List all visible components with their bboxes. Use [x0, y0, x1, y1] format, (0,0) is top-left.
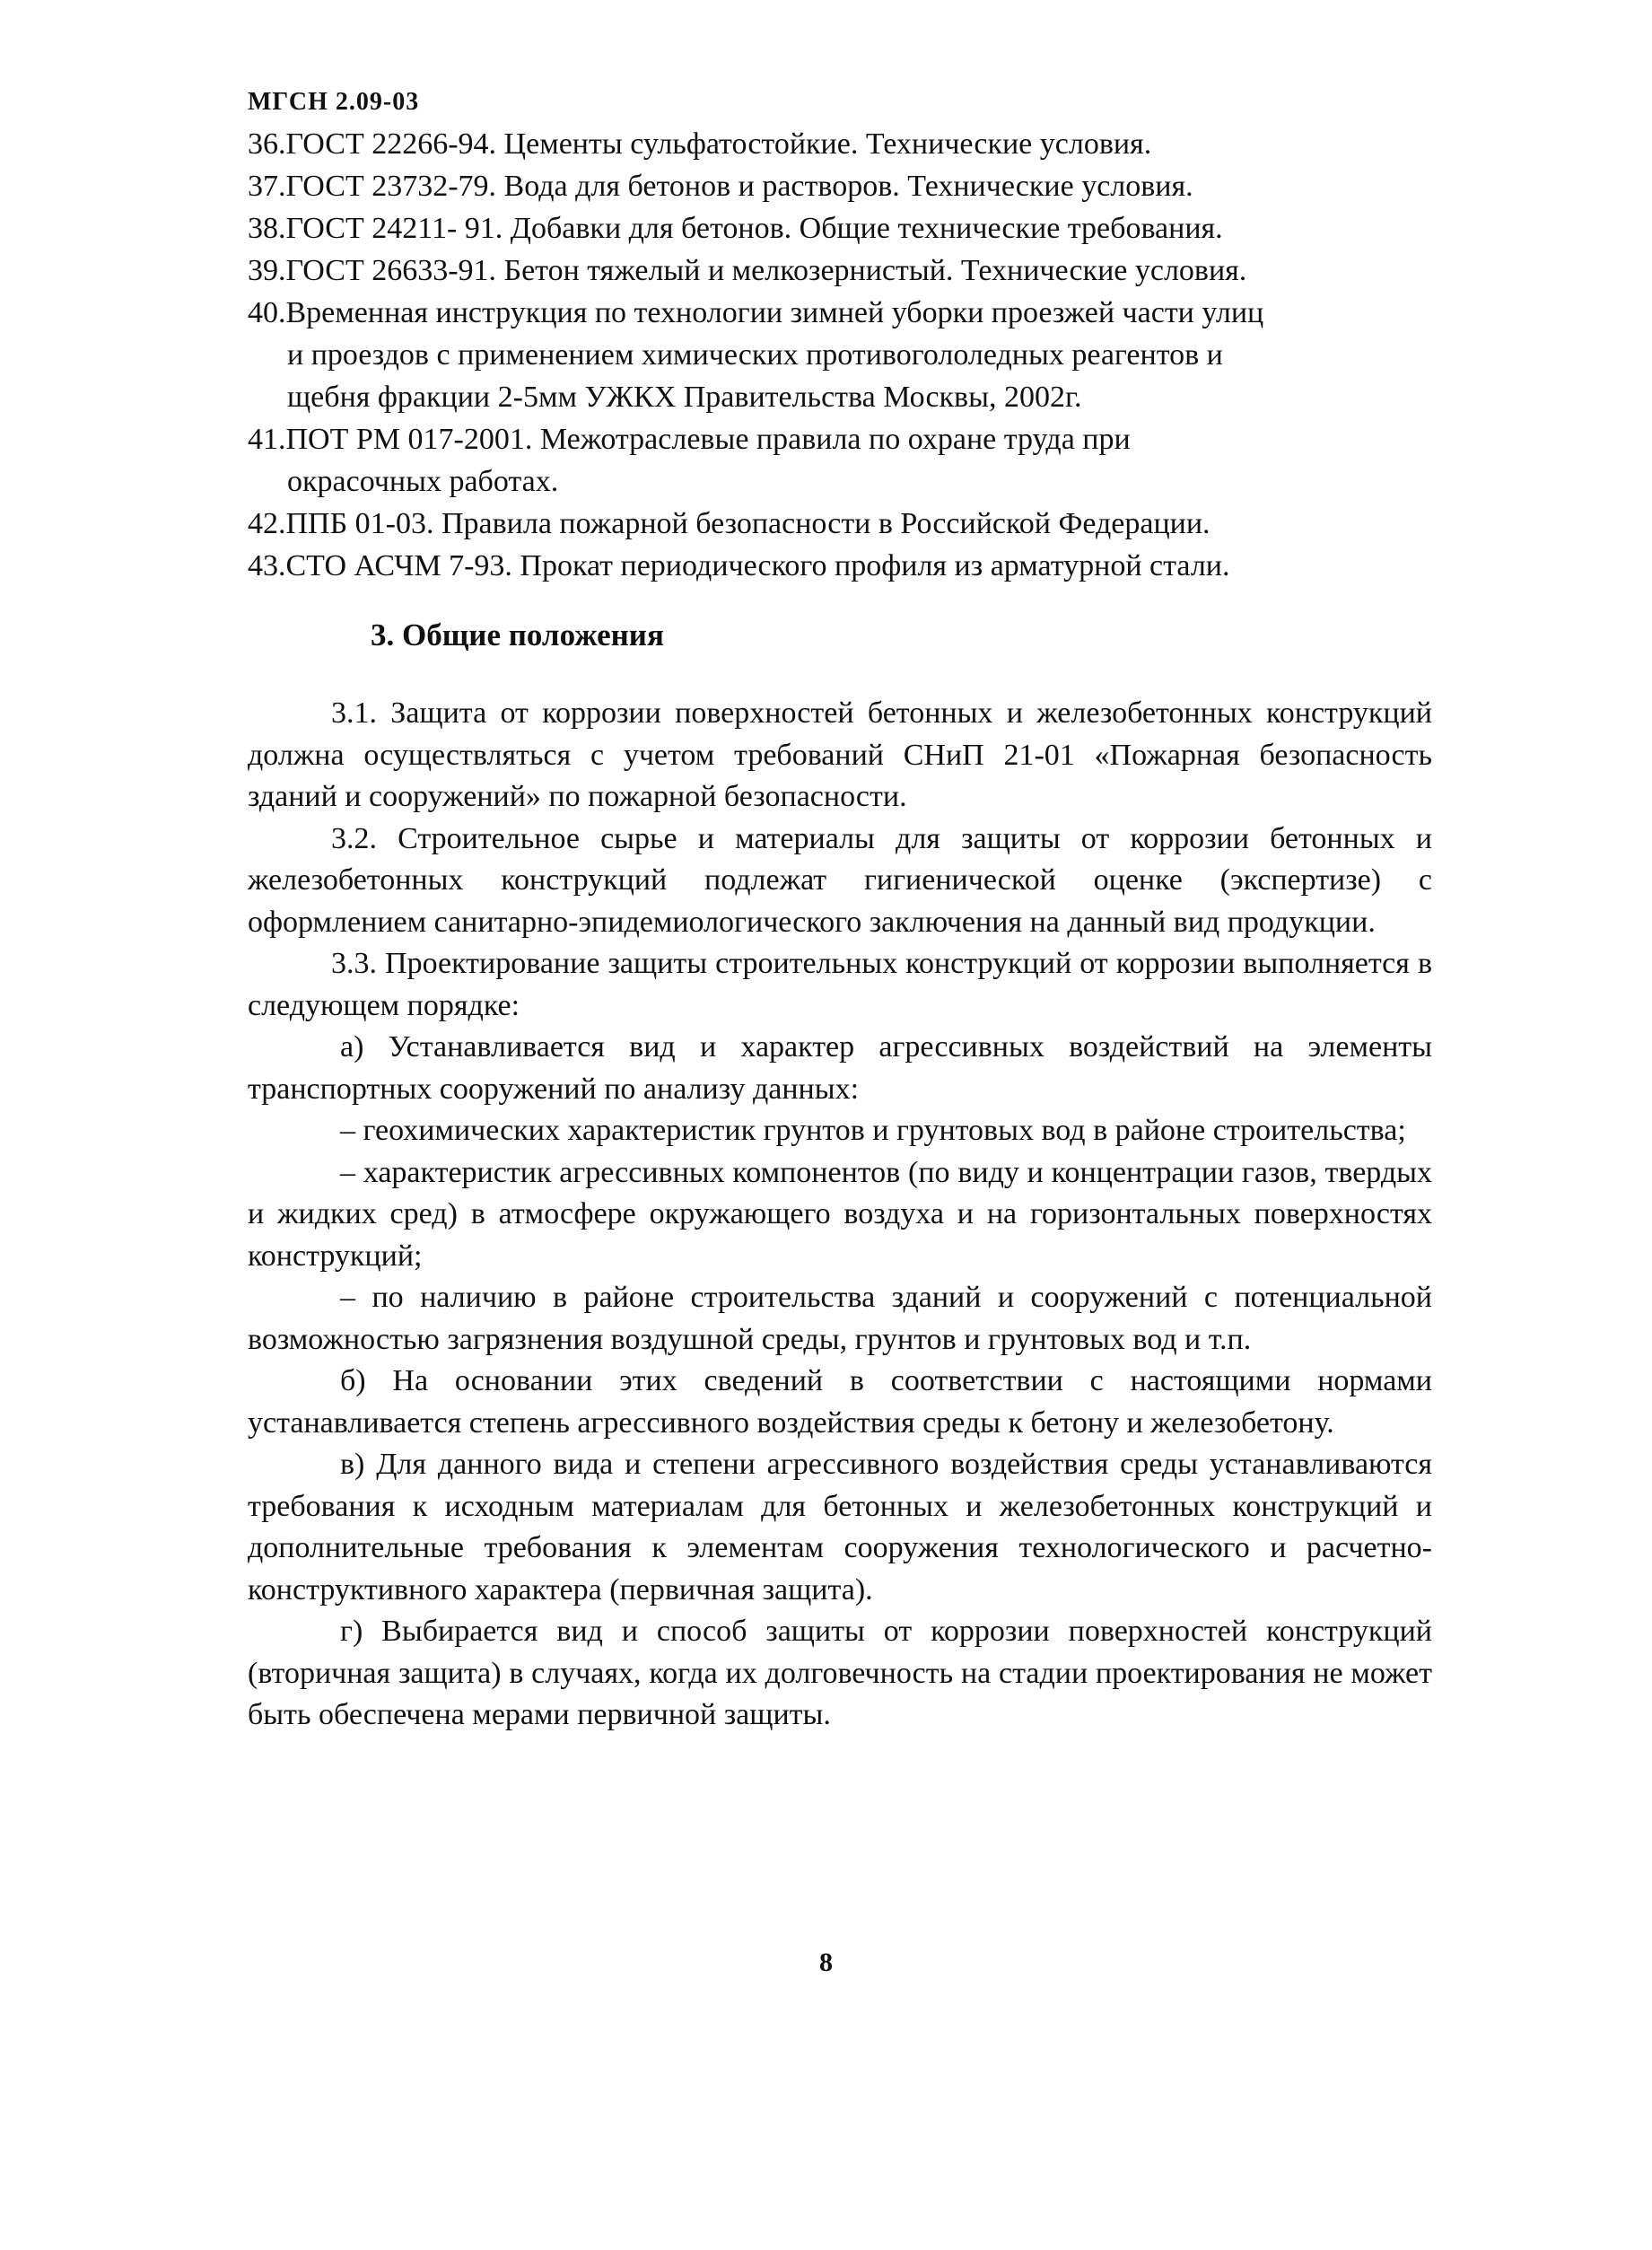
reference-text: Временная инструкция по технологии зимней уборки проезжей части улиц — [285, 296, 1264, 329]
reference-continuation: окрасочных работах. — [287, 465, 559, 498]
reference-text: ГОСТ 22266-94. Цементы сульфатостойкие. Технические условия. — [285, 127, 1152, 161]
section-body — [248, 693, 1432, 1737]
reference-continuation: щебня фракции 2-5мм УЖКХ Правительства Москвы, 2002г. — [287, 381, 1082, 414]
reference-number: 39. — [248, 254, 286, 287]
reference-item — [248, 545, 1432, 587]
reference-item — [248, 207, 1432, 250]
reference-number: 40. — [248, 296, 286, 329]
paragraph: а) Устанавливается вид и характер агрессивных воздействий на элементы транспортных сооружений по анализу данных: — [248, 1030, 1432, 1106]
reference-text: ППБ 01-03. Правила пожарной безопасности в Российской Федерации. — [285, 507, 1211, 540]
reference-text: ПОТ РМ 017-2001. Межотраслевые правила по охране труда при — [285, 423, 1131, 456]
paragraph: г) Выбирается вид и способ защиты от коррозии поверхностей конструкций (вторичная защита) в случаях, когда их долговечность на стадии проектирования не может быть обеспечена мерами первичной защиты. — [248, 1615, 1432, 1731]
reference-number: 41. — [248, 423, 286, 456]
reference-text: ГОСТ 23732-79. Вода для бетонов и растворов. Технические условия. — [285, 170, 1193, 203]
document-code: МГСН 2.09-03 — [248, 88, 420, 116]
reference-text: ГОСТ 24211- 91. Добавки для бетонов. Общие технические требования. — [285, 212, 1223, 245]
paragraph: 3.2. Строительное сырье и материалы для защиты от коррозии бетонных и железобетонных конструкций подлежат гигиенической оценке (экспертизе) с оформлением санитарно-эпидемиологического заключения на данный вид продукции. — [248, 821, 1432, 939]
reference-item — [248, 418, 1432, 460]
paragraph: в) Для данного вида и степени агрессивного воздействия среды устанавливаются требования к исходным материалам для бетонных и железобетонных конструкций и дополнительные требования к элементам сооружения технологического и расчетно-конструктивного характера (первичная защита). — [248, 1448, 1432, 1607]
reference-number: 37. — [248, 170, 286, 203]
reference-text: ГОСТ 26633-91. Бетон тяжелый и мелкозернистый. Технические условия. — [285, 254, 1247, 287]
reference-item — [248, 250, 1432, 292]
reference-continuation: и проездов с применением химических противогололедных реагентов и — [287, 338, 1223, 372]
paragraph: б) На основании этих сведений в соответствии с настоящими нормами устанавливается степень агрессивного воздействия среды к бетону и железобетону. — [248, 1364, 1432, 1440]
bullet-paragraph: – характеристик агрессивных компонентов (по виду и концентрации газов, твердых и жидких сред) в атмосфере окружающего воздуха и на горизонтальных поверхностях конструкций; — [248, 1155, 1432, 1273]
reference-text: СТО АСЧМ 7-93. Прокат периодического профиля из арматурной стали. — [285, 549, 1230, 582]
reference-item — [248, 165, 1432, 207]
reference-number: 42. — [248, 507, 286, 540]
reference-number: 38. — [248, 212, 286, 245]
paragraph: 3.3. Проектирование защиты строительных конструкций от коррозии выполняется в следующем порядке: — [248, 947, 1432, 1022]
bullet-paragraph: – геохимических характеристик грунтов и грунтовых вод в районе строительства; — [340, 1114, 1406, 1147]
reference-item — [248, 123, 1432, 165]
bullet-paragraph: – по наличию в районе строительства зданий и сооружений с потенциальной возможностью загрязнения воздушной среды, грунтов и грунтовых вод и т.п. — [248, 1281, 1432, 1356]
paragraph: 3.1. Защита от коррозии поверхностей бетонных и железобетонных конструкций должна осуществляться с учетом требований СНиП 21-01 «Пожарная безопасность зданий и сооружений» по пожарной безопасности. — [248, 696, 1432, 813]
section-heading: 3. Общие положения — [371, 617, 664, 652]
reference-item — [248, 292, 1432, 334]
reference-item — [248, 503, 1432, 545]
reference-list — [248, 123, 1432, 587]
reference-number: 36. — [248, 127, 286, 161]
page-number: 8 — [819, 1948, 833, 1977]
reference-number: 43. — [248, 549, 286, 582]
